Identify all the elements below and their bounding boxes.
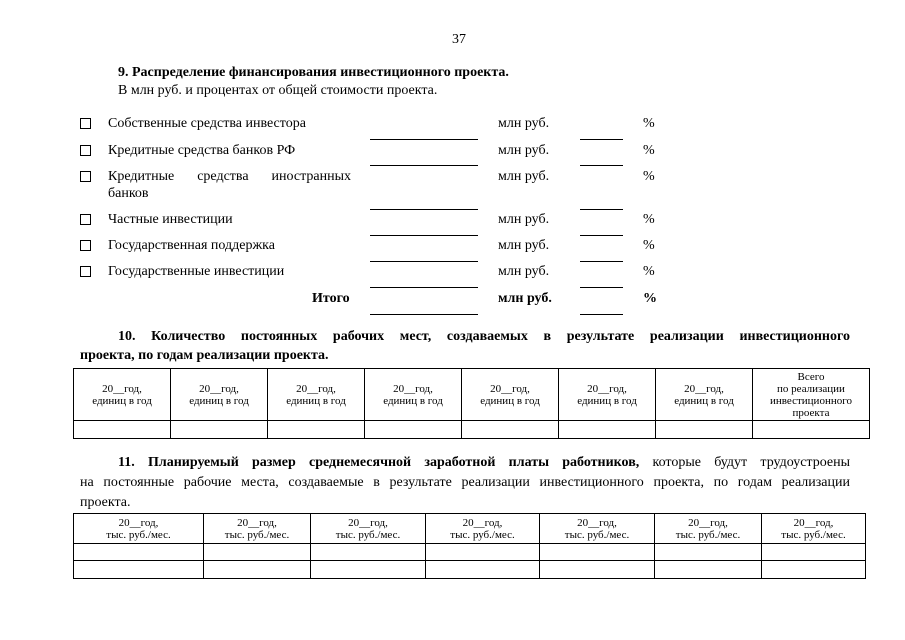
table-cell[interactable] xyxy=(762,544,866,561)
amount-field-own-funds[interactable] xyxy=(370,139,478,140)
table-cell[interactable] xyxy=(268,421,365,439)
amount-field-rf-bank-credit[interactable] xyxy=(370,165,478,166)
year-header: 20__год, единиц в год xyxy=(559,369,656,421)
checkbox-own-funds[interactable] xyxy=(80,118,91,129)
table-cell[interactable] xyxy=(753,421,870,439)
percent-field-rf-bank-credit[interactable] xyxy=(580,165,623,166)
table-cell[interactable] xyxy=(540,544,655,561)
checkbox-state-support[interactable] xyxy=(80,240,91,251)
page-number: 37 xyxy=(452,32,466,47)
percent-field-state-support[interactable] xyxy=(580,261,623,262)
checkbox-rf-bank-credit[interactable] xyxy=(80,145,91,156)
year-header: 20__год, единиц в год xyxy=(268,369,365,421)
salary-year-header: 20__год, тыс. руб./мес. xyxy=(204,514,311,544)
label-rf-bank-credit: Кредитные средства банков РФ xyxy=(108,143,296,158)
unit-own-funds: млн руб. xyxy=(498,116,550,131)
year-header: 20__год, единиц в год xyxy=(171,369,268,421)
label-own-funds: Собственные средства инвестора xyxy=(108,116,306,131)
unit-state-support: млн руб. xyxy=(498,238,550,253)
table-cell[interactable] xyxy=(171,421,268,439)
amount-field-foreign-bank-credit[interactable] xyxy=(370,209,478,210)
salary-year-header: 20__год, тыс. руб./мес. xyxy=(762,514,866,544)
table-cell[interactable] xyxy=(311,561,426,579)
percent-field-state-investment[interactable] xyxy=(580,287,623,288)
table-cell[interactable] xyxy=(311,544,426,561)
label-state-support: Государственная поддержка xyxy=(108,238,275,253)
percent-field-private-investment[interactable] xyxy=(580,235,623,236)
salary-year-header: 20__год, тыс. руб./мес. xyxy=(311,514,426,544)
percent-field-own-funds[interactable] xyxy=(580,139,623,140)
table-cell[interactable] xyxy=(204,544,311,561)
table-cell[interactable] xyxy=(426,544,540,561)
section11-text xyxy=(80,453,850,513)
unit-private-investment: млн руб. xyxy=(498,212,550,227)
unit-state-investment: млн руб. xyxy=(498,264,550,279)
checkbox-private-investment[interactable] xyxy=(80,214,91,225)
percent-field-total[interactable] xyxy=(580,314,623,315)
year-header: 20__год, единиц в год xyxy=(74,369,171,421)
section11-title-rest: которые будут трудоустроены xyxy=(639,455,851,470)
checkbox-state-investment[interactable] xyxy=(80,266,91,277)
unit-foreign-bank-credit: млн руб. xyxy=(498,169,550,184)
table-cell[interactable] xyxy=(74,421,171,439)
table-cell[interactable] xyxy=(559,421,656,439)
percent-sign: % xyxy=(643,169,655,184)
salary-year-header: 20__год, тыс. руб./мес. xyxy=(655,514,762,544)
percent-sign: % xyxy=(643,264,655,279)
percent-sign: % xyxy=(643,238,655,253)
section11-line2: на постоянные рабочие места, создаваемые в результате реализации инвестиционного проекта, по годам реализации xyxy=(80,475,850,490)
table-cell[interactable] xyxy=(655,561,762,579)
percent-sign-total: % xyxy=(643,291,657,306)
section11-title-bold: 11. Планируемый размер среднемесячной заработной платы работников, xyxy=(118,455,640,470)
year-header: 20__год, единиц в год xyxy=(656,369,753,421)
table-cell[interactable] xyxy=(655,544,762,561)
table-cell[interactable] xyxy=(426,561,540,579)
label-state-investment: Государственные инвестиции xyxy=(108,264,285,279)
table-cell[interactable] xyxy=(365,421,462,439)
section10-title-line2: проекта, по годам реализации проекта. xyxy=(80,348,329,363)
salary-year-header: 20__год, тыс. руб./мес. xyxy=(540,514,655,544)
section9-title: 9. Распределение финансирования инвестиционного проекта. xyxy=(118,65,509,80)
amount-field-total[interactable] xyxy=(370,314,478,315)
total-header: Всего по реализации инвестиционного проекта xyxy=(753,369,870,421)
percent-field-foreign-bank-credit[interactable] xyxy=(580,209,623,210)
salary-year-header: 20__год, тыс. руб./мес. xyxy=(426,514,540,544)
unit-rf-bank-credit: млн руб. xyxy=(498,143,550,158)
amount-field-state-support[interactable] xyxy=(370,261,478,262)
table-cell[interactable] xyxy=(540,561,655,579)
table-cell[interactable] xyxy=(462,421,559,439)
table-cell[interactable] xyxy=(204,561,311,579)
salary-year-header: 20__год, тыс. руб./мес. xyxy=(74,514,204,544)
label-foreign-bank-credit: Кредитные средства иностранных xyxy=(108,169,351,184)
year-header: 20__год, единиц в год xyxy=(365,369,462,421)
year-header: 20__год, единиц в год xyxy=(462,369,559,421)
label-private-investment: Частные инвестиции xyxy=(108,212,233,227)
table-cell[interactable] xyxy=(74,544,204,561)
table-cell[interactable] xyxy=(656,421,753,439)
amount-field-state-investment[interactable] xyxy=(370,287,478,288)
unit-total: млн руб. xyxy=(498,291,552,306)
label-foreign-bank-credit-cont: банков xyxy=(108,186,149,201)
table-cell[interactable] xyxy=(762,561,866,579)
checkbox-foreign-bank-credit[interactable] xyxy=(80,171,91,182)
percent-sign: % xyxy=(643,212,655,227)
section10-title xyxy=(80,327,850,365)
amount-field-private-investment[interactable] xyxy=(370,235,478,236)
percent-sign: % xyxy=(643,143,655,158)
section9-subtitle: В млн руб. и процентах от общей стоимости проекта. xyxy=(118,83,438,98)
section11-title-line1 xyxy=(80,453,850,473)
salary-table xyxy=(73,513,866,579)
section10-title-line1: 10. Количество постоянных рабочих мест, создаваемых в результате реализации инвестиционного xyxy=(118,329,850,344)
jobs-table xyxy=(73,368,870,439)
total-label: Итого xyxy=(312,291,350,306)
percent-sign: % xyxy=(643,116,655,131)
section11-line3: проекта. xyxy=(80,495,131,510)
table-cell[interactable] xyxy=(74,561,204,579)
